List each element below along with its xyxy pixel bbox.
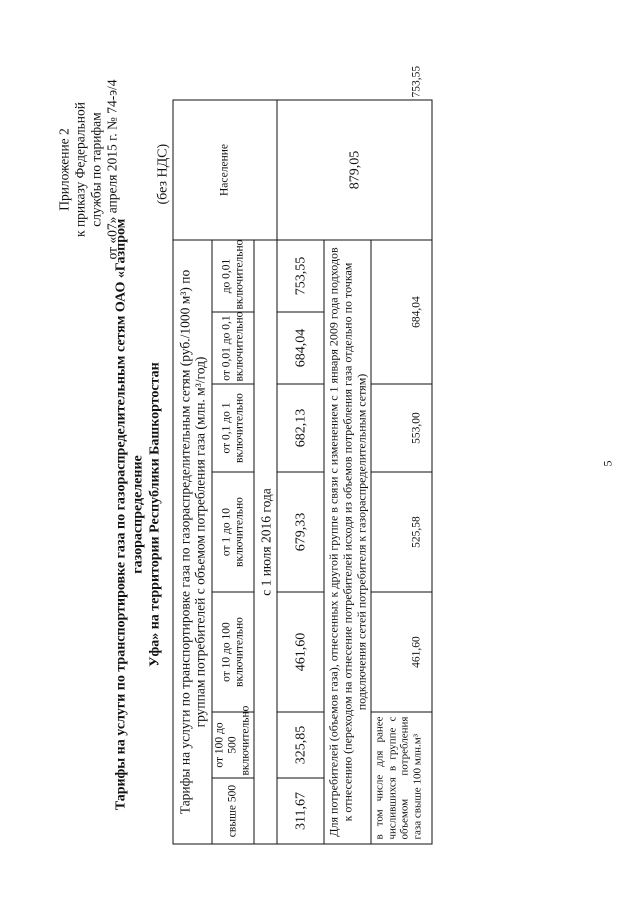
group-header: от 0,1 до 1 включительно bbox=[212, 384, 254, 472]
population-header: Население bbox=[173, 100, 277, 240]
vat-note: (без НДС) bbox=[155, 143, 171, 205]
tariff-value: 325,85 bbox=[277, 712, 324, 778]
appendix-block bbox=[57, 25, 121, 315]
tariff-value: 461,60 bbox=[277, 592, 324, 712]
group-header: от 1 до 10 включительно bbox=[212, 472, 254, 592]
period-label: с 1 июля 2016 года bbox=[254, 240, 277, 844]
tariff-value: 679,33 bbox=[277, 472, 324, 592]
included-value: 525,58 bbox=[371, 472, 432, 592]
included-row: в том числе для ранее числившихся в группе с объемом потребления газа свыше 100 млн.м³ 461,60 525,58 553,00 684,04 753,55 bbox=[371, 100, 432, 844]
included-value: 553,00 bbox=[371, 384, 432, 472]
tariff-value: 753,55 bbox=[277, 240, 324, 312]
appendix-line-4: от «07» апреля 2015 г. № 74-э/4 bbox=[104, 79, 120, 260]
table-header-row bbox=[173, 100, 212, 844]
group-header: до 0,01 включительно bbox=[212, 240, 254, 312]
tariff-value: 682,13 bbox=[277, 384, 324, 472]
values-row bbox=[277, 100, 324, 844]
title-line-2: Уфа» на территории Республики Башкортостан bbox=[147, 362, 163, 667]
group-header: от 10 до 100 включительно bbox=[212, 592, 254, 712]
document-title bbox=[113, 185, 164, 845]
title-line-1: Тарифы на услуги по транспортировке газа по газораспределительным сетям ОАО «Газпром газораспределение bbox=[113, 218, 146, 811]
appendix-line-3: службы по тарифам bbox=[88, 112, 104, 227]
note-text: Для потребителей (объемов газа), отнесенных к другой группе в связи с изменением с 1 января 2009 года подходов к отнесению (переходом на отнесение потребителей исходя из объемов потребления газа отдельно по точкам подключения сетей потребителя к газораспределительным сетям) bbox=[324, 240, 371, 844]
tariff-table bbox=[173, 65, 433, 844]
included-label: в том числе для ранее числившихся в группе с объемом потребления газа свыше 100 млн.м³ bbox=[371, 712, 432, 844]
page-number: 5 bbox=[600, 460, 615, 467]
tariff-value: 311,67 bbox=[277, 778, 324, 844]
group-header: от 100 до 500 включительно bbox=[212, 712, 254, 778]
appendix-line-2: к приказу Федеральной bbox=[72, 102, 88, 237]
included-value: 684,04 bbox=[371, 240, 432, 384]
rotated-page bbox=[1, 0, 640, 905]
included-value: 461,60 bbox=[371, 592, 432, 712]
appendix-line-1: Приложение 2 bbox=[56, 128, 72, 211]
group-header: свыше 500 bbox=[212, 778, 254, 844]
header-main: Тарифы на услуги по транспортировке газа по газораспределительным сетям (руб./1000 м³) по группам потребителей с объемом потребления газа (млн. м³/год) bbox=[173, 240, 212, 844]
population-value: 879,05 bbox=[277, 100, 432, 240]
group-header: от 0,01 до 0,1 включительно bbox=[212, 312, 254, 384]
tariff-value: 684,04 bbox=[277, 312, 324, 384]
